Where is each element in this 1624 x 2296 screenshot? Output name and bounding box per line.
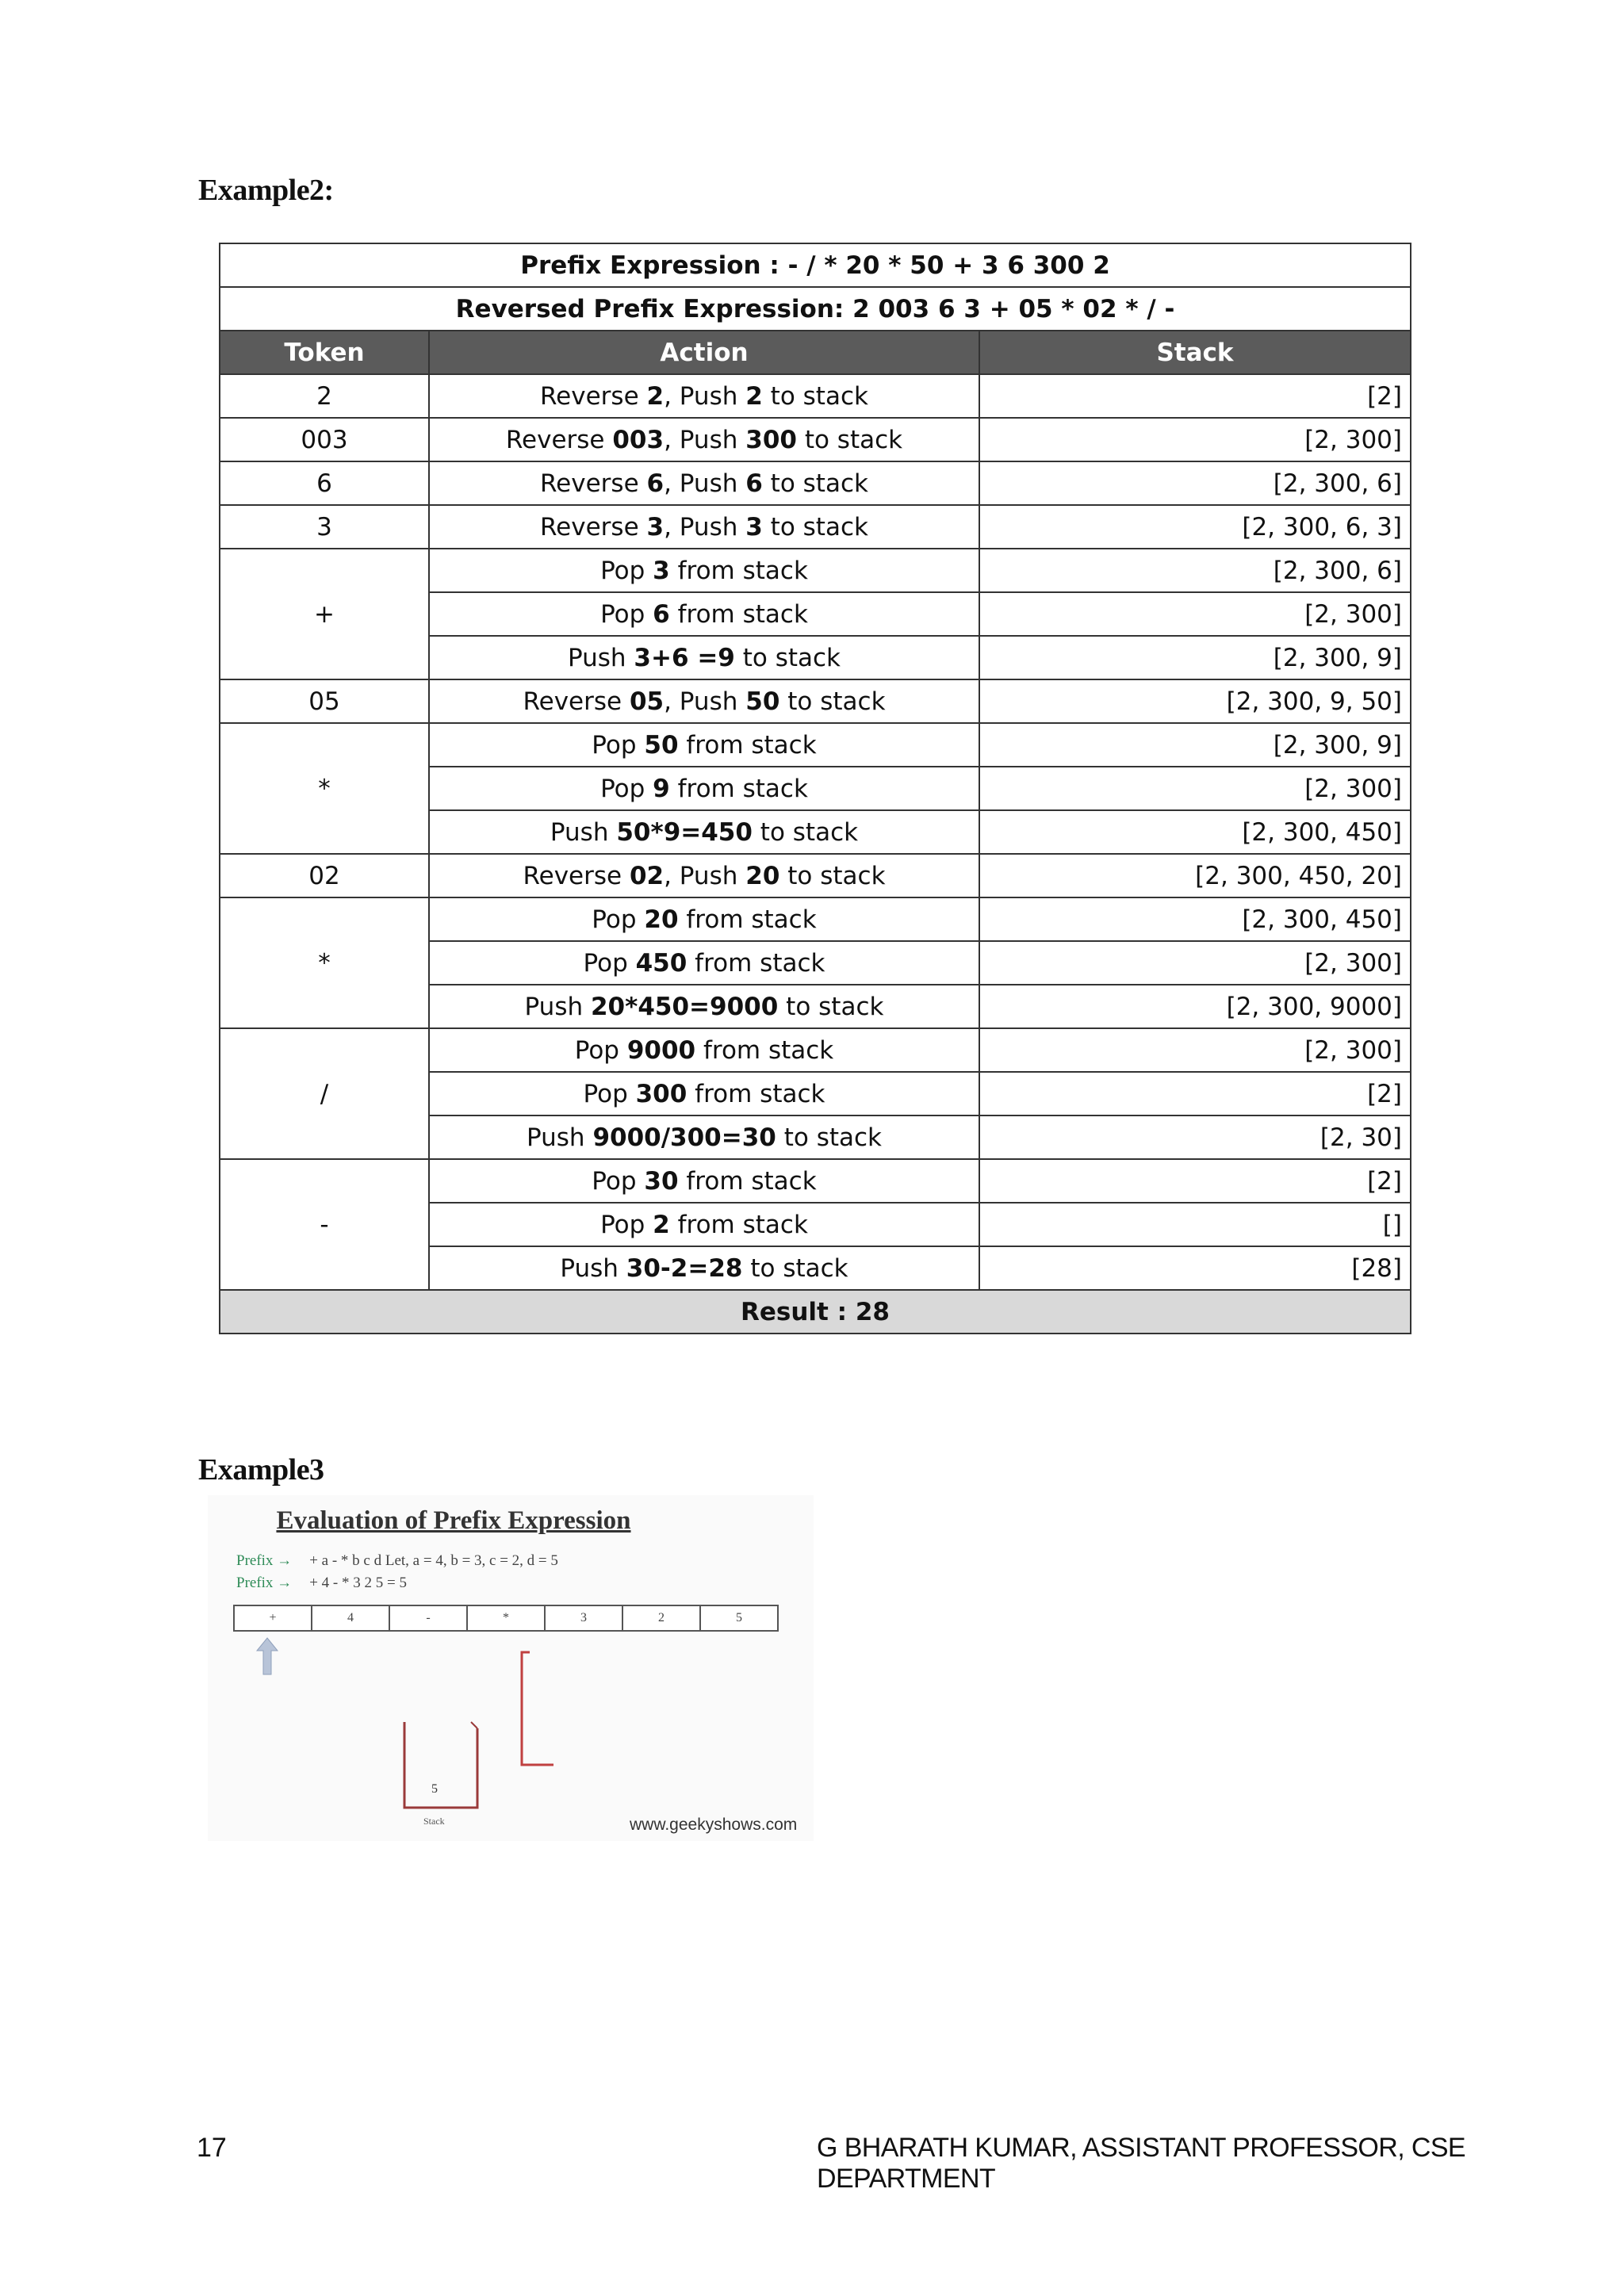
token-cell: 2: [220, 374, 429, 418]
stack-cell: [2, 300, 450]: [979, 897, 1411, 941]
table-row: [220, 723, 1411, 767]
expression-cell: 4: [311, 1605, 390, 1632]
token-cell: *: [220, 897, 429, 1028]
expression-cells: [235, 1605, 779, 1632]
stack-cell: [2]: [979, 374, 1411, 418]
token-cell: 003: [220, 418, 429, 461]
token-cell: 02: [220, 854, 429, 897]
table-row: [220, 679, 1411, 723]
action-cell: Pop 9000 from stack: [429, 1028, 979, 1072]
table-row: [220, 461, 1411, 505]
expression-cell: *: [466, 1605, 546, 1632]
stack-cell: [2, 300, 9, 50]: [979, 679, 1411, 723]
action-cell: Pop 30 from stack: [429, 1159, 979, 1203]
bracket-icon: [519, 1649, 558, 1768]
action-cell: Reverse 003, Push 300 to stack: [429, 418, 979, 461]
figure-title: Evaluation of Prefix Expression: [276, 1506, 631, 1535]
up-arrow-icon: [255, 1636, 279, 1676]
action-cell: Reverse 6, Push 6 to stack: [429, 461, 979, 505]
stack-cell: []: [979, 1203, 1411, 1246]
token-cell: *: [220, 723, 429, 854]
author-footer: G BHARATH KUMAR, ASSISTANT PROFESSOR, CSE DEPARTMENT: [817, 2133, 1465, 2194]
prefix-text: + 4 - * 3 2 5 = 5: [309, 1575, 407, 1591]
token-cell: -: [220, 1159, 429, 1290]
expression-cell: -: [389, 1605, 468, 1632]
stack-cell: [2, 300, 9000]: [979, 985, 1411, 1028]
stack-cell: [2, 300, 6]: [979, 461, 1411, 505]
table-row: [220, 854, 1411, 897]
stack-cell: [2, 30]: [979, 1115, 1411, 1159]
table-row: [220, 897, 1411, 941]
action-cell: Push 3+6 =9 to stack: [429, 636, 979, 679]
action-cell: Pop 50 from stack: [429, 723, 979, 767]
action-cell: Pop 300 from stack: [429, 1072, 979, 1115]
action-cell: Push 30-2=28 to stack: [429, 1246, 979, 1290]
expression-cell: 2: [622, 1605, 701, 1632]
stack-cell: [2, 300]: [979, 767, 1411, 810]
action-cell: Push 9000/300=30 to stack: [429, 1115, 979, 1159]
stack-cell: [2, 300, 9]: [979, 636, 1411, 679]
prefix-text: + a - * b c d Let, a = 4, b = 3, c = 2, d = 5: [309, 1552, 558, 1569]
stack-cell: [2, 300, 6]: [979, 549, 1411, 592]
expression-cell: 5: [699, 1605, 779, 1632]
table-row: [220, 1159, 1411, 1203]
prefix-evaluation-figure: [208, 1495, 814, 1841]
stack-cell: [2, 300, 6, 3]: [979, 505, 1411, 549]
stack-cell: [2, 300, 9]: [979, 723, 1411, 767]
action-cell: Pop 3 from stack: [429, 549, 979, 592]
stack-cell: [2, 300, 450, 20]: [979, 854, 1411, 897]
stack-cell: [2, 300]: [979, 418, 1411, 461]
table-row: [220, 374, 1411, 418]
token-cell: +: [220, 549, 429, 679]
action-cell: Pop 9 from stack: [429, 767, 979, 810]
prefix-label: Prefix →: [236, 1575, 293, 1591]
table-row: [220, 1028, 1411, 1072]
table-row: [220, 549, 1411, 592]
expression-cell: 3: [544, 1605, 623, 1632]
token-cell: 6: [220, 461, 429, 505]
action-cell: Reverse 2, Push 2 to stack: [429, 374, 979, 418]
figure-prefix-line-1: [236, 1552, 558, 1570]
action-cell: Pop 20 from stack: [429, 897, 979, 941]
prefix-label: Prefix →: [236, 1552, 293, 1569]
example2-heading: Example2:: [198, 174, 334, 207]
stack-container-icon: [398, 1719, 485, 1814]
prefix-expression-title: Prefix Expression : - / * 20 * 50 + 3 6 300 2: [220, 243, 1411, 287]
stack-cell: [2]: [979, 1159, 1411, 1203]
result-cell: Result : 28: [220, 1290, 1411, 1334]
table-row: [220, 505, 1411, 549]
action-cell: Reverse 05, Push 50 to stack: [429, 679, 979, 723]
action-cell: Reverse 3, Push 3 to stack: [429, 505, 979, 549]
stack-cell: [28]: [979, 1246, 1411, 1290]
figure-prefix-line-2: [236, 1575, 407, 1592]
header-token: Token: [220, 331, 429, 374]
header-stack: Stack: [979, 331, 1411, 374]
token-cell: /: [220, 1028, 429, 1159]
stack-cell: [2, 300]: [979, 1028, 1411, 1072]
stack-cell: [2, 300]: [979, 941, 1411, 985]
figure-source-url: www.geekyshows.com: [630, 1816, 798, 1834]
token-cell: 3: [220, 505, 429, 549]
stack-label: Stack: [423, 1816, 445, 1827]
page-number: 17: [197, 2133, 227, 2163]
reversed-expression-title: Reversed Prefix Expression: 2 003 6 3 + 05 * 02 * / -: [220, 287, 1411, 331]
action-cell: Pop 6 from stack: [429, 592, 979, 636]
action-cell: Pop 2 from stack: [429, 1203, 979, 1246]
prefix-evaluation-table: [219, 243, 1411, 1334]
stack-cell: [2, 300]: [979, 592, 1411, 636]
action-cell: Push 20*450=9000 to stack: [429, 985, 979, 1028]
example3-heading: Example3: [198, 1453, 324, 1487]
stack-cell: [2, 300, 450]: [979, 810, 1411, 854]
stack-cell: [2]: [979, 1072, 1411, 1115]
action-cell: Pop 450 from stack: [429, 941, 979, 985]
action-cell: Push 50*9=450 to stack: [429, 810, 979, 854]
table-row: [220, 418, 1411, 461]
expression-cell: +: [233, 1605, 312, 1632]
token-cell: 05: [220, 679, 429, 723]
stack-value: 5: [431, 1782, 438, 1796]
action-cell: Reverse 02, Push 20 to stack: [429, 854, 979, 897]
header-action: Action: [429, 331, 979, 374]
